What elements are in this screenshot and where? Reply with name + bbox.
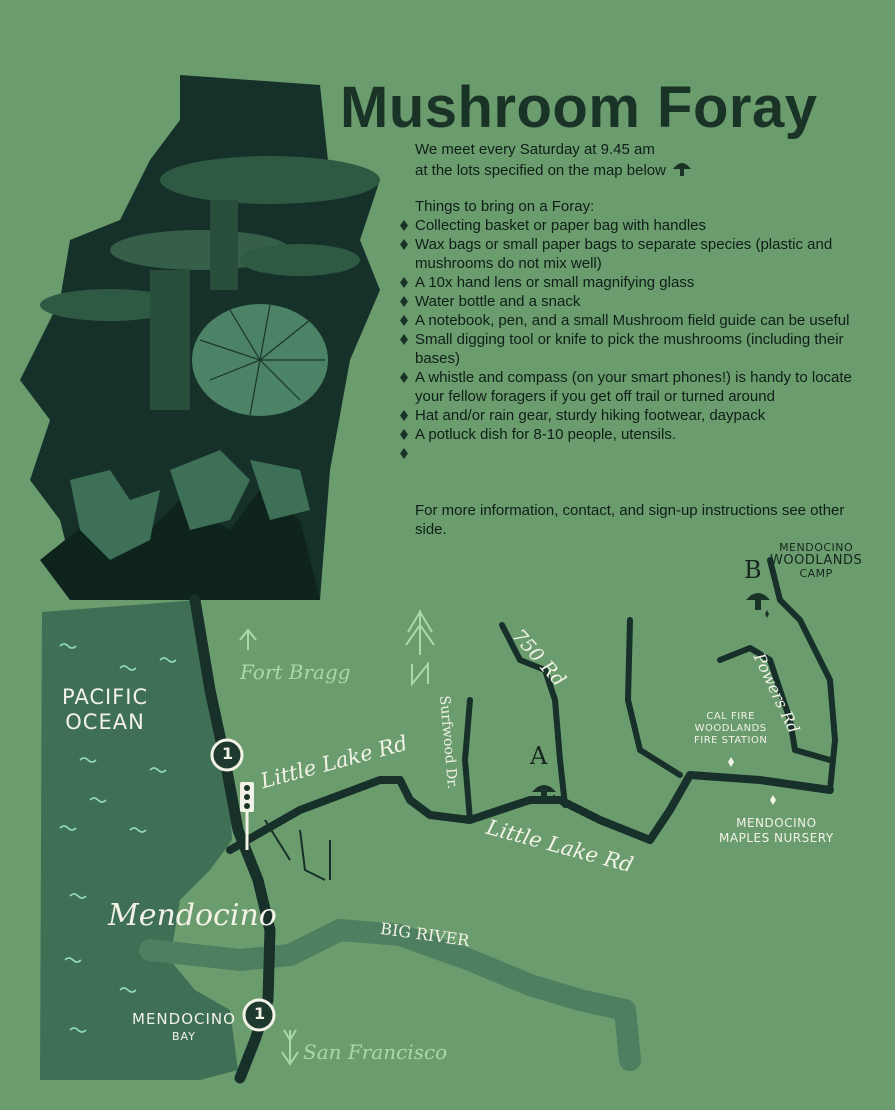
tree-and-mushrooms-illustration [20, 75, 380, 600]
north-arrow [406, 610, 434, 684]
nursery-diamond [770, 795, 776, 805]
list-item: Hat and/or rain gear, sturdy hiking footwear, daypack [400, 406, 880, 425]
meeting-line-1: We meet every Saturday at 9.45 am [415, 141, 655, 158]
list-item: A 10x hand lens or small magnifying glass [400, 273, 880, 292]
list-item: A whistle and compass (on your smart phones!) is handy to locate your fellow foragers if you get off trail or turned around [400, 368, 880, 406]
mushroom-icon [672, 159, 692, 179]
diamond-bullet-icon [400, 315, 408, 326]
meeting-line-2: at the lots specified on the map below [415, 159, 885, 180]
meeting-info [415, 140, 885, 180]
mendocino-bay-label: MENDOCINO BAY [132, 1010, 236, 1043]
woodlands-camp-label: MENDOCINO WOODLANDS CAMP [770, 541, 863, 580]
diamond-bullet-icon [400, 372, 408, 383]
highway-1-number-south: 1 [254, 1004, 266, 1023]
list-item: Water bottle and a snack [400, 292, 880, 311]
camp-loop-road [770, 560, 835, 790]
nursery-label: MENDOCINO MAPLES NURSERY [719, 816, 834, 845]
surfwood-dr-road [465, 700, 470, 820]
diamond-bullet-icon [400, 410, 408, 421]
camp-road [628, 620, 680, 775]
big-river-label: BIG RIVER [379, 918, 471, 951]
lot-a-letter: A [530, 742, 548, 770]
fort-bragg-label: Fort Bragg [240, 660, 351, 684]
diamond-bullet-icon [400, 334, 408, 345]
highway-1-number-north: 1 [222, 744, 234, 763]
diamond-bullet-icon [400, 239, 408, 250]
diamond-bullet-icon [400, 220, 408, 231]
diamond-bullet-icon [400, 277, 408, 288]
checklist-heading: Things to bring on a Foray: [415, 198, 595, 215]
page-title: Mushroom Foray [340, 75, 818, 140]
meeting-lot-b-marker-icon [746, 593, 770, 618]
fort-bragg-marker [240, 630, 256, 650]
fire-station-diamond [728, 757, 734, 767]
list-item: A potluck dish for 8-10 people, utensils. [400, 425, 880, 444]
list-item: A notebook, pen, and a small Mushroom field guide can be useful [400, 311, 880, 330]
diamond-bullet-icon [400, 296, 408, 307]
san-francisco-label: San Francisco [303, 1040, 448, 1064]
san-francisco-arrow [282, 1030, 298, 1064]
more-info-note: For more information, contact, and sign-up instructions see other side. [415, 502, 845, 538]
pacific-ocean-label: PACIFIC OCEAN [62, 685, 149, 734]
750-rd-label: 750 Rd [507, 625, 571, 691]
powers-rd-label: Powers Rd [749, 650, 804, 737]
fire-station-label: CAL FIRE WOODLANDS FIRE STATION [694, 711, 768, 746]
mendocino-label: Mendocino [108, 898, 277, 933]
lot-b-letter: B [744, 556, 762, 584]
things-to-bring-list [400, 216, 880, 444]
list-item: Wax bags or small paper bags to separate species (plastic and mushrooms do not mix well) [400, 235, 880, 273]
diamond-bullet-icon [400, 429, 408, 440]
list-item: Small digging tool or knife to pick the mushrooms (including their bases) [400, 330, 880, 368]
surfwood-dr-label: Surfwood Dr. [436, 695, 461, 790]
list-item: Collecting basket or paper bag with handles [400, 216, 880, 235]
little-lake-rd-label-west: Little Lake Rd [258, 730, 410, 794]
little-lake-rd-label-east: Little Lake Rd [483, 815, 636, 878]
diamond-bullet-icon [400, 448, 408, 459]
